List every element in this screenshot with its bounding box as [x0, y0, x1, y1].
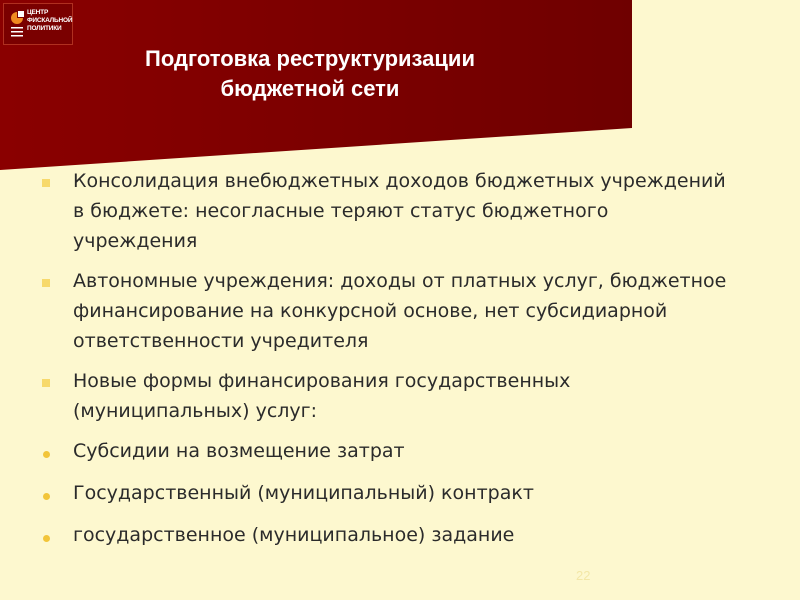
slide-title — [100, 44, 520, 104]
sub-bullet-item — [40, 478, 730, 508]
sub-bullet-item — [40, 520, 730, 550]
bullet-text: Государственный (муниципальный) контракт — [73, 482, 534, 504]
logo-text: ЦЕНТР ФИСКАЛЬНОЙ ПОЛИТИКИ — [27, 9, 73, 32]
dot-bullet-icon — [43, 451, 50, 458]
bullet-list — [40, 166, 730, 562]
bullet-text: государственное (муниципальное) задание — [73, 524, 515, 546]
dot-bullet-icon — [43, 493, 50, 500]
square-bullet-icon — [42, 179, 50, 187]
bullet-item — [40, 166, 730, 256]
logo — [3, 3, 73, 45]
slide-title-line-2: бюджетной сети — [220, 76, 400, 101]
bullet-text: Консолидация внебюджетных доходов бюджетных учреждений в бюджете: несогласные теряют статус бюджетного учреждения — [73, 170, 726, 252]
square-bullet-icon — [42, 379, 50, 387]
page-number: 22 — [576, 568, 591, 583]
bullet-item — [40, 366, 730, 426]
sub-bullet-item — [40, 436, 730, 466]
logo-mark-icon — [9, 10, 25, 40]
bullet-text: Субсидии на возмещение затрат — [73, 440, 405, 462]
square-bullet-icon — [42, 279, 50, 287]
dot-bullet-icon — [43, 535, 50, 542]
slide-title-line-1: Подготовка реструктуризации — [145, 46, 475, 71]
bullet-text: Новые формы финансирования государственных (муниципальных) услуг: — [73, 370, 571, 422]
bullet-text: Автономные учреждения: доходы от платных услуг, бюджетное финансирование на конкурсной основе, нет субсидиарной ответственности учредителя — [73, 270, 727, 352]
bullet-item — [40, 266, 730, 356]
